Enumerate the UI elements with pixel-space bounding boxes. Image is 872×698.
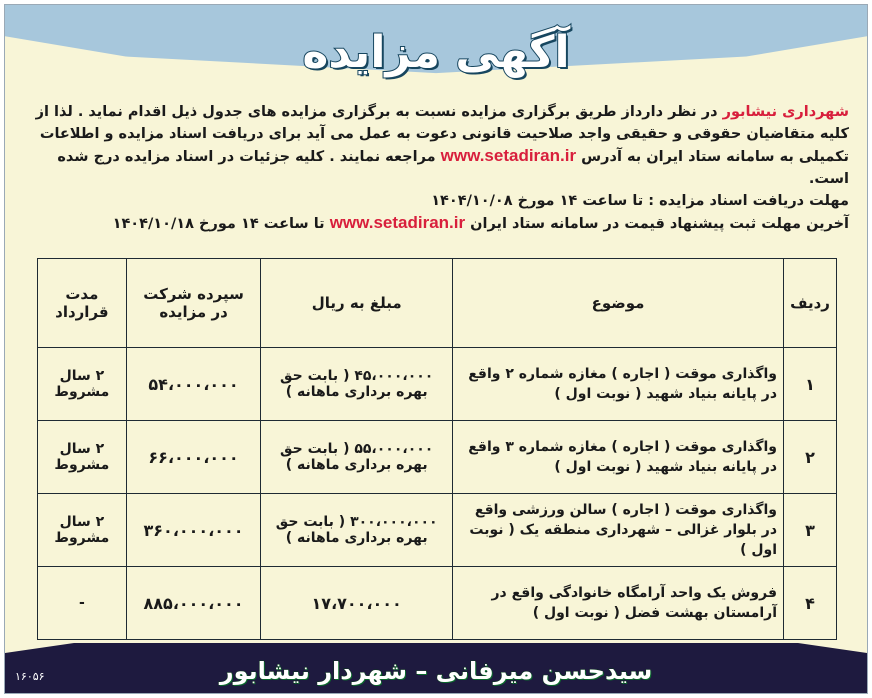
header-row-number: ردیف <box>784 259 837 348</box>
notice-code: ۱۶۰۵۶ <box>15 670 45 683</box>
cell-deposit: ۸۸۵،۰۰۰،۰۰۰ <box>126 567 261 640</box>
cell-row-number: ۱ <box>784 348 837 421</box>
table-row <box>38 494 837 567</box>
cell-subject: واگذاری موقت ( اجاره ) مغازه شماره ۲ واقع در پایانه بنیاد شهید ( نوبت اول ) <box>452 348 783 421</box>
bids-deadline-suffix: تا ساعت ۱۴ مورخ ۱۴۰۴/۱۰/۱۸ <box>112 216 325 232</box>
cell-subject: واگذاری موقت ( اجاره ) مغازه شماره ۳ واقع در پایانه بنیاد شهید ( نوبت اول ) <box>452 421 783 494</box>
cell-duration: - <box>38 567 127 640</box>
bids-deadline <box>23 212 849 235</box>
table-header-row <box>38 259 837 348</box>
cell-duration: ۲ سال مشروط <box>38 348 127 421</box>
header-duration: مدت قرارداد <box>38 259 127 348</box>
table-row <box>38 567 837 640</box>
header-amount: مبلغ به ریال <box>261 259 453 348</box>
docs-deadline: مهلت دریافت اسناد مزایده : تا ساعت ۱۴ مورخ ۱۴۰۴/۱۰/۰۸ <box>431 193 849 209</box>
header-deposit: سپرده شرکت در مزایده <box>126 259 261 348</box>
intro-sentence-3: مراجعه نمایند . کلیه جزئیات در اسناد مزایده درج شده است. <box>57 149 849 187</box>
cell-duration: ۲ سال مشروط <box>38 421 127 494</box>
cell-subject: فروش یک واحد آرامگاه خانوادگی واقع در آرامستان بهشت فضل ( نوبت اول ) <box>452 567 783 640</box>
cell-deposit: ۵۴،۰۰۰،۰۰۰ <box>126 348 261 421</box>
table-row <box>38 421 837 494</box>
cell-amount: ۱۷،۷۰۰،۰۰۰ <box>261 567 453 640</box>
cell-row-number: ۳ <box>784 494 837 567</box>
cell-deposit: ۶۶،۰۰۰،۰۰۰ <box>126 421 261 494</box>
intro-sentence-1: در نظر دارداز طریق برگزاری مزایده نسبت به برگزاری مزایده های جدول ذیل اقدام نماید . <box>77 104 718 120</box>
signature: سیدحسن میرفانی – شهردار نیشابور <box>219 657 653 685</box>
setadiran-link[interactable]: www.setadiran.ir <box>440 146 577 165</box>
intro-sentence-2: لذا از کلیه متقاضیان حقوقی و حقیقی واجد صلاحیت قانونی دعوت به عمل می آید برای دریافت اسناد مزایده و اطلاعات تکمیلی به سامانه ستاد ایران به آدرس <box>35 104 849 165</box>
cell-row-number: ۲ <box>784 421 837 494</box>
cell-deposit: ۳۶۰،۰۰۰،۰۰۰ <box>126 494 261 567</box>
cell-amount: ۴۵،۰۰۰،۰۰۰ ( بابت حق بهره برداری ماهانه ) <box>261 348 453 421</box>
municipality-name: شهرداری نیشابور <box>722 104 849 120</box>
bids-deadline-prefix: آخرین مهلت ثبت پیشنهاد قیمت در سامانه ستاد ایران <box>470 216 849 232</box>
cell-subject: واگذاری موقت ( اجاره ) سالن ورزشی واقع در بلوار غزالی – شهرداری منطقه یک ( نوبت اول ) <box>452 494 783 567</box>
cell-amount: ۳۰۰،۰۰۰،۰۰۰ ( بابت حق بهره برداری ماهانه ) <box>261 494 453 567</box>
header-subject: موضوع <box>452 259 783 348</box>
notice-frame <box>4 4 868 694</box>
bids-deadline-link[interactable]: www.setadiran.ir <box>329 213 466 232</box>
table-row <box>38 348 837 421</box>
cell-row-number: ۴ <box>784 567 837 640</box>
intro-text <box>23 101 849 235</box>
cell-amount: ۵۵،۰۰۰،۰۰۰ ( بابت حق بهره برداری ماهانه ) <box>261 421 453 494</box>
intro-paragraph <box>23 101 849 190</box>
auction-table <box>37 258 837 640</box>
notice-title: آگهی مزایده <box>302 27 570 78</box>
cell-duration: ۲ سال مشروط <box>38 494 127 567</box>
